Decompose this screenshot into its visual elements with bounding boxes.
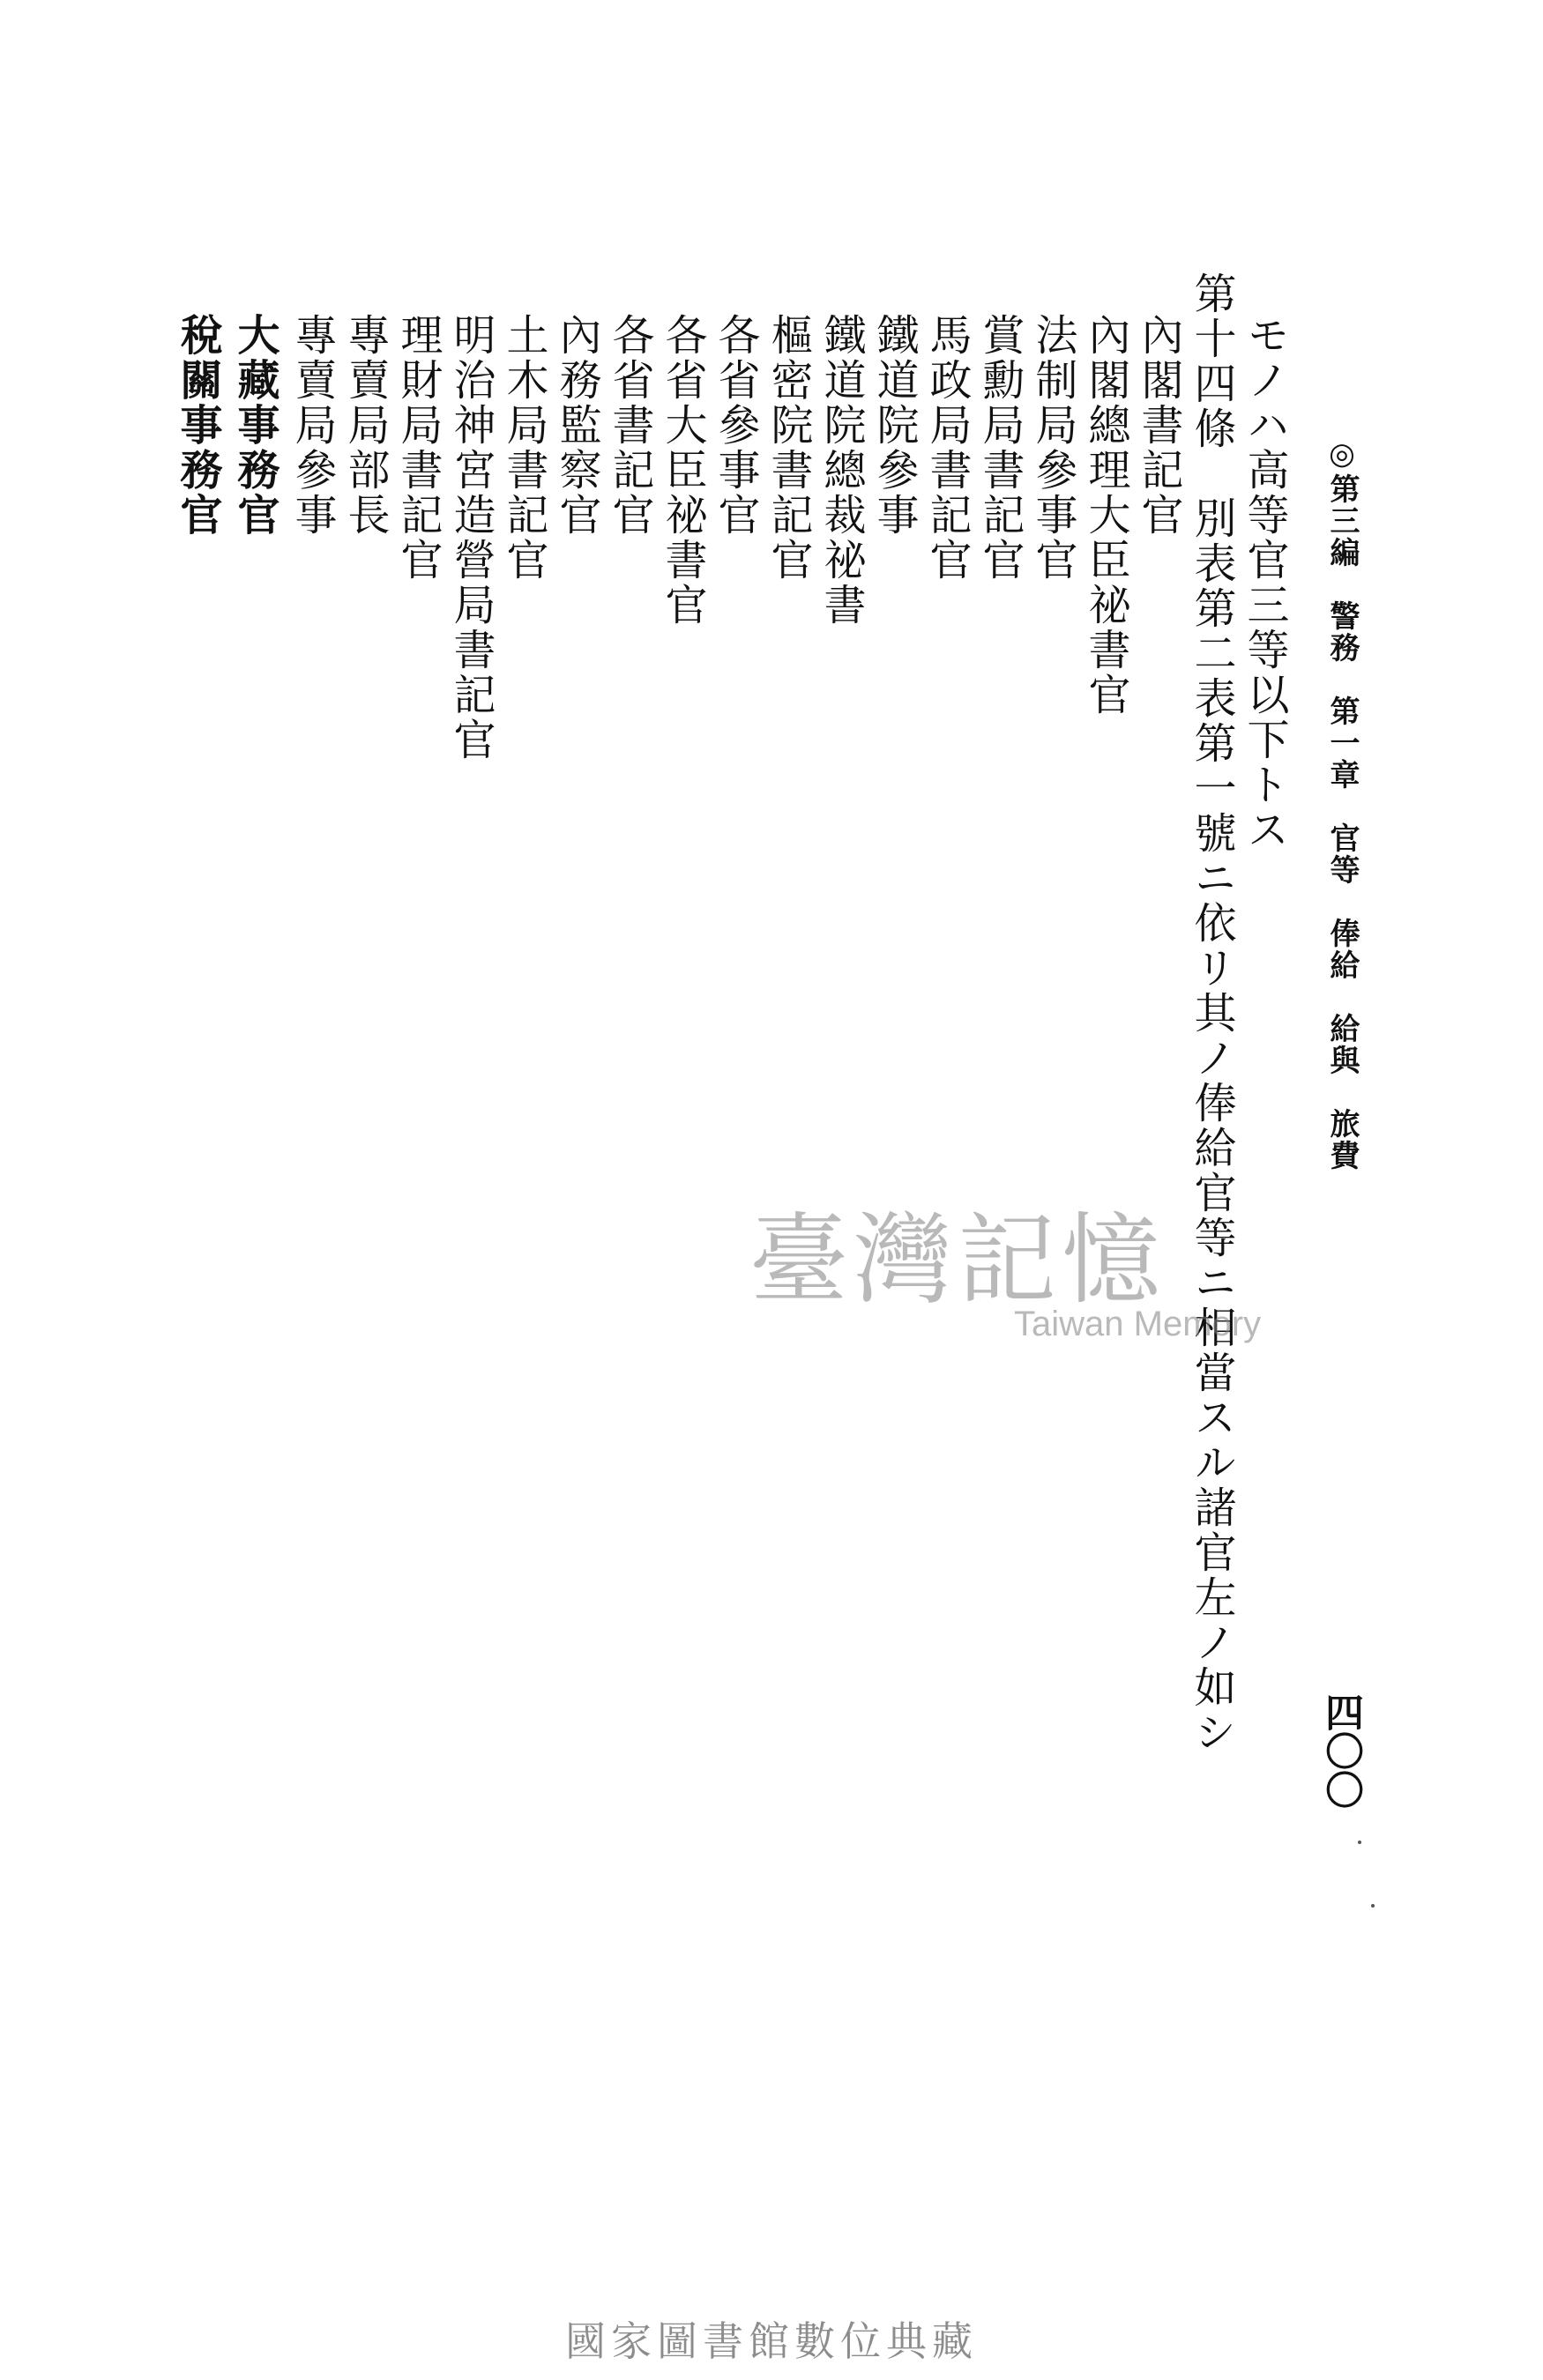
watermark xyxy=(749,1181,1278,1357)
watermark-chinese: 臺灣記憶 xyxy=(749,1203,1166,1318)
scan-speck xyxy=(1358,1841,1361,1844)
list-item: 馬政局書記官 xyxy=(922,313,972,583)
library-footer: 國家圖書館數位典藏 xyxy=(565,2317,978,2365)
list-item: 內閣書記官 xyxy=(1134,313,1183,538)
list-item: 樞密院書記官 xyxy=(764,313,813,583)
list-item: 專賣局部長 xyxy=(340,313,390,538)
list-item: 內閣總理大臣祕書官 xyxy=(1081,313,1130,718)
list-item: 鐵道院參事 xyxy=(869,313,919,538)
list-item: 稅關事務官 xyxy=(173,313,222,538)
list-item: 內務監察官 xyxy=(552,313,601,538)
running-header: ◎第三編 警務 第一章 官等 俸給 給與 旅費 xyxy=(1324,436,1360,1171)
list-item: 明治神宮造營局書記官 xyxy=(446,313,496,762)
watermark-english: Taiwan Memory xyxy=(1014,1305,1262,1343)
list-item: 各省書記官 xyxy=(605,313,654,538)
page-number: 四〇〇 xyxy=(1318,1692,1363,1809)
text-column-continuation: モノハ高等官三等以下トス xyxy=(1240,313,1289,852)
list-item: 各省大臣祕書官 xyxy=(658,313,707,628)
list-item: 鐵道院總裁祕書 xyxy=(816,313,866,628)
list-item: 專賣局參事 xyxy=(287,313,337,538)
list-item: 法制局參事官 xyxy=(1028,313,1077,583)
article-14-text: 第十四條 別表第二表第一號ニ依リ其ノ俸給官等ニ相當スル諸官左ノ如シ xyxy=(1187,271,1236,1755)
list-item: 各省參事官 xyxy=(711,313,760,538)
list-item: 理財局書記官 xyxy=(393,313,443,583)
scan-speck xyxy=(1371,1904,1375,1908)
list-item: 賞勳局書記官 xyxy=(975,313,1025,583)
list-item: 土木局書記官 xyxy=(499,313,548,583)
list-item: 大藏事務官 xyxy=(230,313,280,538)
